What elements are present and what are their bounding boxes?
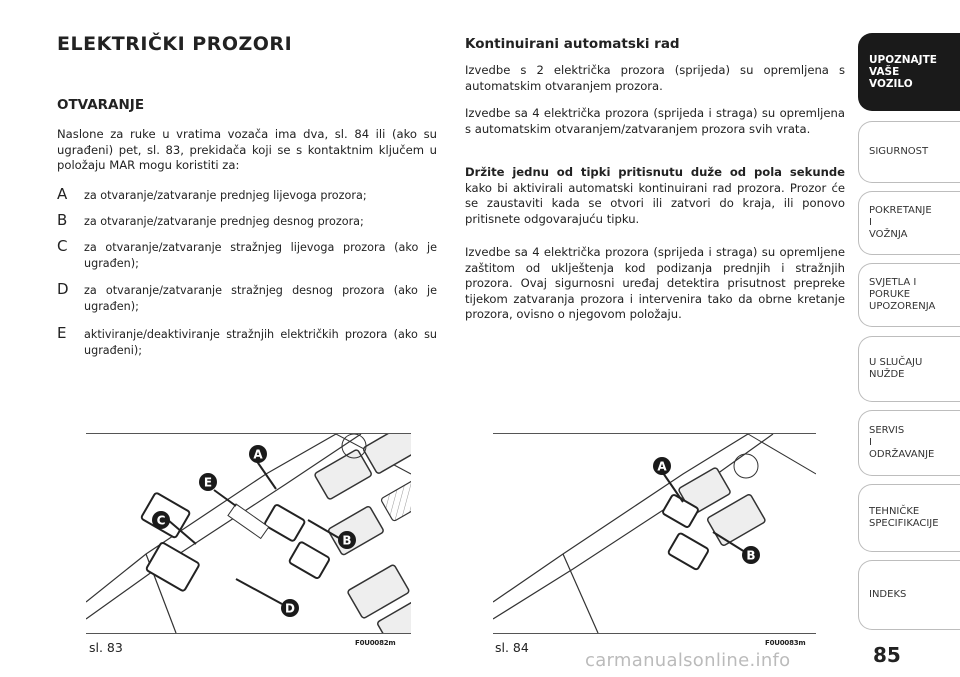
tab-svjetla-i-poruke[interactable]: SVJETLA I PORUKE UPOZORENJA [858, 263, 960, 327]
tab-servis-i-odrzavanje[interactable]: SERVIS I ODRŽAVANJE [858, 410, 960, 476]
tab-indeks[interactable]: INDEKS [858, 560, 960, 630]
callout-b-label: B [342, 533, 352, 548]
item-text: aktiviranje/deaktiviranje stražnjih električkih prozora (ako su ugrađeni); [84, 328, 437, 357]
intro-paragraph: Naslone za ruke u vratima vozača ima dva, sl. 84 ili (ako su ugrađeni) pet, sl. 83, prekidača koji se s kontaktnim ključem u položaju MAR mogu koristiti za: [57, 127, 437, 172]
callout-b-label: B [746, 548, 756, 563]
callout-a-label: A [253, 447, 263, 462]
figure-83-drawing [86, 434, 411, 633]
item-text: za otvaranje/zatvaranje prednjeg lijevoga prozora; [84, 189, 367, 202]
list-item-c [57, 237, 437, 271]
list-item-b [57, 211, 437, 230]
item-letter: D [57, 280, 69, 298]
paragraph-3-bold: Držite jednu od tipki pritisnutu duže od pola sekunde [465, 165, 845, 179]
tab-u-slucaju-nuzde[interactable]: U SLUČAJU NUŽDE [858, 336, 960, 402]
section-heading-otvaranje: OTVARANJE [57, 97, 145, 113]
section-heading-automatski: Kontinuirani automatski rad [465, 36, 680, 52]
list-item-d [57, 280, 437, 314]
item-text: za otvaranje/zatvaranje stražnjeg desnog prozora (ako je ugrađen); [84, 284, 437, 313]
paragraph-1: Izvedbe s 2 električka prozora (sprijeda) su opremljena s automatskim otvaranjem prozora. [465, 63, 845, 93]
figure-84 [493, 433, 816, 634]
figure-84-drawing [493, 434, 816, 633]
paragraph-2: Izvedbe sa 4 električka prozora (sprijeda i straga) su opremljena s automatskim otvaranjem/zatvaranjem prozora svih vrata. [465, 106, 845, 136]
paragraph-3 [465, 165, 845, 227]
page-title: ELEKTRIČKI PROZORI [57, 33, 293, 55]
page-number: 85 [873, 643, 901, 667]
item-text: za otvaranje/zatvaranje stražnjeg lijevoga prozora (ako je ugrađen); [84, 241, 437, 270]
tab-sigurnost[interactable]: SIGURNOST [858, 121, 960, 183]
watermark: carmanualsonline.info [585, 650, 791, 671]
callout-d-label: D [285, 601, 295, 616]
figure-83-code: F0U0082m [355, 639, 396, 647]
figure-84-label: sl. 84 [495, 640, 529, 655]
list-item-e [57, 324, 437, 358]
tab-tehnicke-specifikacije[interactable]: TEHNIČKE SPECIFIKACIJE [858, 484, 960, 552]
paragraph-4: Izvedbe sa 4 električka prozora (sprijeda i straga) su opremljene zaštitom od uklještenja kod podizanja prednjih i stražnjih prozora. Ovaj sigurnosni uređaj detektira prisutnost prepreke tijekom zatvaranja prozora i intervenira tako da obrne kretanje prozora, ovisno o njegovom položaju. [465, 245, 845, 321]
figure-83-label: sl. 83 [89, 640, 123, 655]
tab-upoznajte-vase-vozilo[interactable]: UPOZNAJTE VAŠE VOZILO [858, 33, 960, 111]
item-text: za otvaranje/zatvaranje prednjeg desnog prozora; [84, 215, 364, 228]
callout-a-label: A [657, 459, 667, 474]
item-letter: B [57, 211, 68, 229]
list-item-a [57, 185, 437, 204]
tab-pokretanje-i-voznja[interactable]: POKRETANJE I VOŽNJA [858, 191, 960, 255]
item-letter: E [57, 324, 67, 342]
figure-83 [86, 433, 411, 634]
callout-c-label: C [156, 513, 166, 528]
callout-e-label: E [203, 475, 213, 490]
item-letter: C [57, 237, 68, 255]
paragraph-3-rest: kako bi aktivirali automatski kontinuirani rad prozora. Prozor će se zaustaviti kada se otvori ili zatvori do kraja, ili ponovo pritisnete odgovarajuću tipku. [465, 180, 845, 226]
item-letter: A [57, 185, 68, 203]
figure-84-code: F0U0083m [765, 639, 806, 647]
